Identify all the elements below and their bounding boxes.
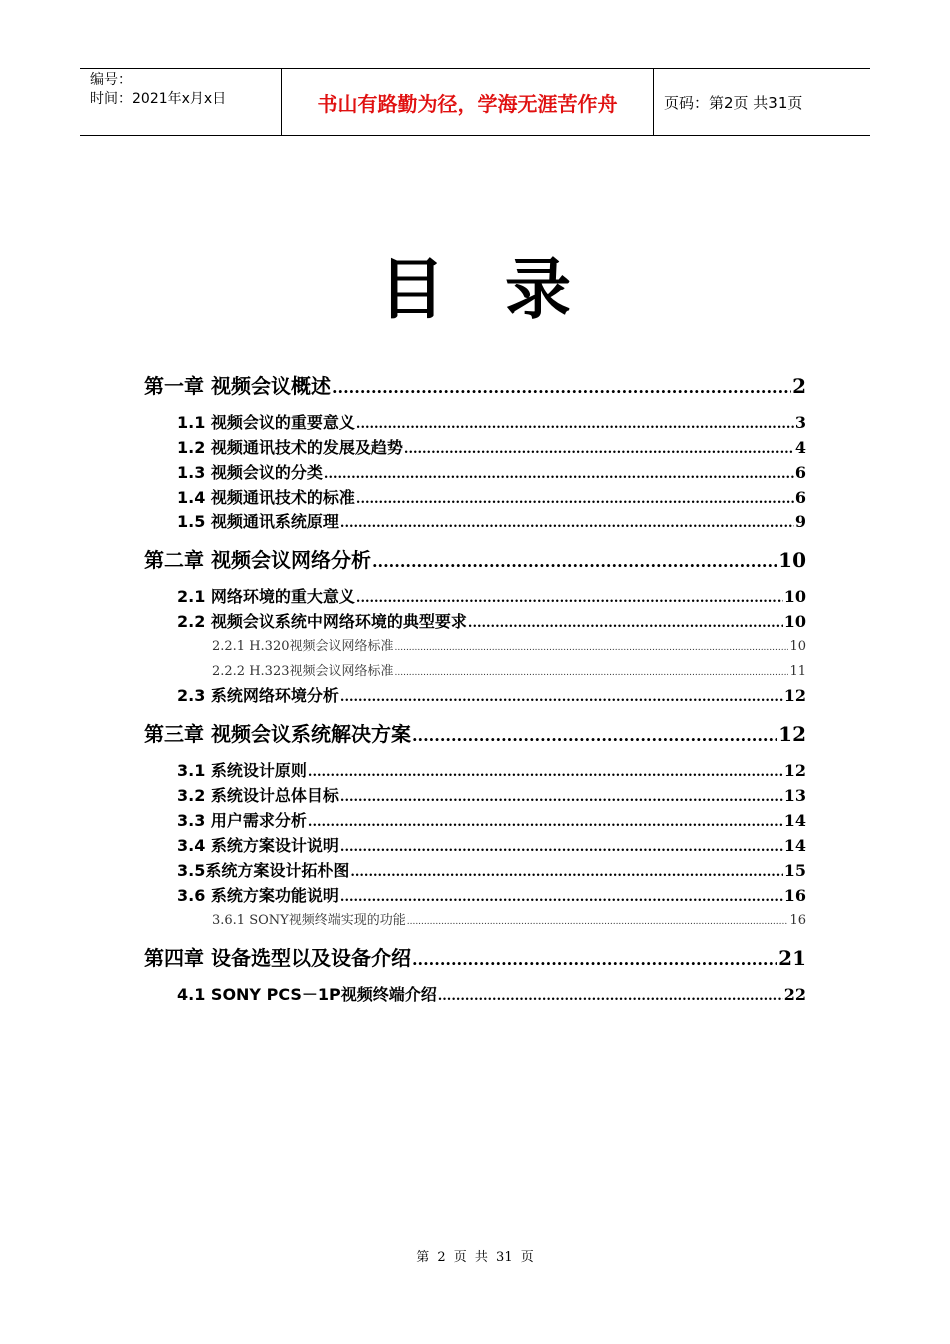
toc-entry-page: 14 <box>783 811 806 830</box>
toc-entry-title: 1.4 视频通讯技术的标准 <box>177 488 355 507</box>
toc-entry-page: 10 <box>789 639 806 654</box>
toc-entry[interactable] <box>144 718 806 747</box>
toc-entry[interactable] <box>177 410 806 433</box>
toc-leader-dots <box>340 690 783 705</box>
toc-entry-page: 21 <box>778 946 806 970</box>
toc-leader-dots <box>468 616 783 631</box>
toc-entry-page: 6 <box>794 488 806 507</box>
toc-entry-page: 6 <box>794 463 806 482</box>
toc-entry-title: 3.1 系统设计原则 <box>177 761 307 780</box>
toc-entry-title: 1.5 视频通讯系统原理 <box>177 512 339 531</box>
toc-entry-title: 2.3 系统网络环境分析 <box>177 686 339 705</box>
toc-entry-page: 22 <box>783 985 806 1004</box>
toc-entry-title: 3.5系统方案设计拓朴图 <box>177 861 350 880</box>
page-footer: 第 2 页 共 31 页 <box>416 1250 534 1265</box>
toc-leader-dots <box>356 417 794 432</box>
toc-leader-dots <box>324 467 794 482</box>
toc-entry-title: 1.3 视频会议的分类 <box>177 463 323 482</box>
toc-entry-page: 14 <box>783 836 806 855</box>
toc-entry-title: 3.2 系统设计总体目标 <box>177 786 339 805</box>
toc-entry[interactable] <box>177 435 806 458</box>
toc-entry[interactable] <box>177 509 806 532</box>
page-title: 目录 <box>379 251 631 328</box>
toc-entry-page: 11 <box>789 664 806 679</box>
page-header <box>80 68 870 136</box>
toc-entry[interactable] <box>212 635 806 654</box>
header-meta <box>80 69 282 135</box>
toc-entry-page: 12 <box>783 761 806 780</box>
toc-entry-title: 第四章 设备选型以及设备介绍 <box>144 946 411 970</box>
toc-entry-title: 第二章 视频会议网络分析 <box>144 548 371 572</box>
toc-entry[interactable] <box>177 883 806 906</box>
toc-entry[interactable] <box>144 942 806 971</box>
toc-leader-dots <box>350 865 782 880</box>
toc-entry-page: 10 <box>778 548 806 572</box>
toc-leader-dots <box>340 890 783 905</box>
toc-entry[interactable] <box>177 858 806 881</box>
toc-entry-title: 2.2.1 H.320视频会议网络标准 <box>212 639 394 654</box>
toc-entry-page: 4 <box>794 438 806 457</box>
toc-entry-title: 3.4 系统方案设计说明 <box>177 836 339 855</box>
toc-leader-dots <box>332 378 791 397</box>
toc-entry-page: 10 <box>783 587 806 606</box>
toc-leader-dots <box>340 790 783 805</box>
number-label: 编号： <box>90 72 132 88</box>
toc-entry-page: 13 <box>783 786 806 805</box>
toc-leader-dots <box>372 552 777 571</box>
toc-entry-title: 2.2.2 H.323视频会议网络标准 <box>212 664 394 679</box>
toc-entry[interactable] <box>177 982 806 1005</box>
toc-entry-title: 第三章 视频会议系统解决方案 <box>144 722 411 746</box>
toc-entry[interactable] <box>177 783 806 806</box>
toc-entry-page: 16 <box>789 913 806 928</box>
toc-entry-title: 第一章 视频会议概述 <box>144 374 331 398</box>
toc-leader-dots <box>356 591 783 606</box>
toc-entry-page: 12 <box>778 722 806 746</box>
toc-entry-page: 15 <box>783 861 806 880</box>
toc-entry[interactable] <box>144 370 806 399</box>
toc-leader-dots <box>340 516 794 531</box>
date-label: 时间：2021年x月x日 <box>90 91 227 107</box>
toc-entry-title: 2.2 视频会议系统中网络环境的典型要求 <box>177 612 467 631</box>
toc-entry-title: 3.6.1 SONY视频终端实现的功能 <box>212 913 406 928</box>
toc-entry[interactable] <box>177 609 806 632</box>
toc-entry[interactable] <box>212 660 806 679</box>
toc-entry[interactable] <box>177 683 806 706</box>
toc-entry-page: 9 <box>794 512 806 531</box>
toc-entry-page: 10 <box>783 612 806 631</box>
toc-entry[interactable] <box>212 909 806 928</box>
toc-entry-page: 16 <box>783 886 806 905</box>
header-page-info: 页码：第2页 共31页 <box>664 93 803 112</box>
header-motto: 书山有路勤为径，学海无涯苦作舟 <box>282 69 654 135</box>
toc-leader-dots <box>412 950 777 969</box>
toc-entry-title: 1.2 视频通讯技术的发展及趋势 <box>177 438 403 457</box>
toc-leader-dots <box>404 442 794 457</box>
toc-leader-dots <box>412 726 777 745</box>
toc-entry[interactable] <box>177 460 806 483</box>
toc-leader-dots <box>407 917 789 927</box>
toc-entry[interactable] <box>177 485 806 508</box>
toc-entry[interactable] <box>144 544 806 573</box>
toc-entry-page: 3 <box>794 413 806 432</box>
toc-entry-title: 3.6 系统方案功能说明 <box>177 886 339 905</box>
toc-entry-title: 3.3 用户需求分析 <box>177 811 307 830</box>
toc-entry-page: 12 <box>783 686 806 705</box>
toc-entry-title: 4.1 SONY PCS－1P视频终端介绍 <box>177 985 437 1004</box>
toc-entry-title: 1.1 视频会议的重要意义 <box>177 413 355 432</box>
toc-leader-dots <box>356 492 794 507</box>
toc-leader-dots <box>308 815 783 830</box>
toc-leader-dots <box>395 668 789 678</box>
toc-leader-dots <box>340 840 783 855</box>
toc-entry[interactable] <box>177 758 806 781</box>
toc-leader-dots <box>395 643 789 653</box>
toc-entry[interactable] <box>177 833 806 856</box>
toc-entry-page: 2 <box>792 374 806 398</box>
toc-entry-title: 2.1 网络环境的重大意义 <box>177 587 355 606</box>
toc-leader-dots <box>438 989 783 1004</box>
toc-entry[interactable] <box>177 584 806 607</box>
toc-leader-dots <box>308 765 783 780</box>
toc-entry[interactable] <box>177 808 806 831</box>
